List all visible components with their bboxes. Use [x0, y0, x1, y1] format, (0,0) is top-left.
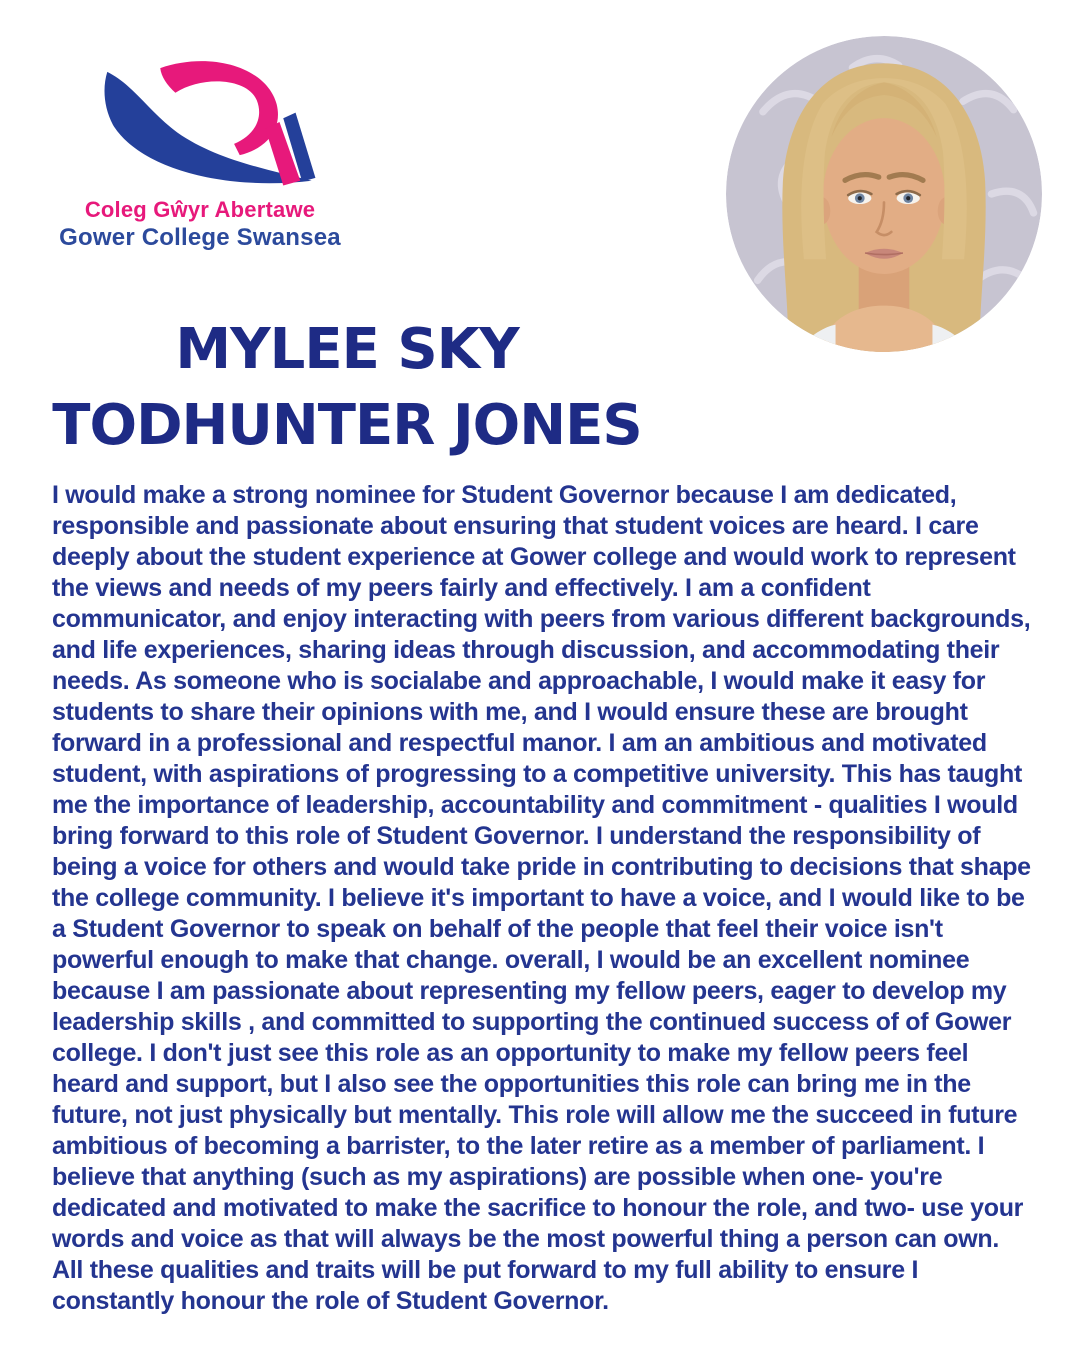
candidate-name-line1: MYLEE SKY	[175, 317, 519, 382]
personal-statement: I would make a strong nominee for Student Governor because I am dedicated, responsible and passionate about ensuring that student voices are heard. I care deeply about the student experience at Gower college and would work to represent the views and needs of my peers fairly and effectively. I am a confident communicator, and enjoy interacting with peers from various different backgrounds, and life experiences, sharing ideas through discussion, and accommodating their needs. As someone who is socialabe and approachable, I would make it easy for students to share their opinions with me, and I would ensure these are brought forward in a professional and respectful manor. I am an ambitious and motivated student, with aspirations of progressing to a competitive university. This has taught me the importance of leadership, accountability and commitment - qualities I would bring forward to this role of Student Governor. I understand the responsibility of being a voice for others and would take pride in contributing to decisions that shape the college community. I believe it's important to have a voice, and I would like to be a Student Governor to speak on behalf of the people that feel their voice isn't powerful enough to make that change. overall, I would be an excellent nominee because I am passionate about representing my fellow peers, eager to develop my leadership skills , and committed to supporting the continued success of of Gower college. I don't just see this role as an opportunity to make my fellow peers feel heard and support, but I also see the opportunities this role can bring me in the future, not just physically but mentally. This role will allow me the succeed in future ambitious of becoming a barrister, to the later retire as a member of parliament. I believe that anything (such as my aspirations) are possible when one- you're dedicated and motivated to make the sacrifice to honour the role, and two- use your words and voice as that will always be the most powerful thing a person can own. All these qualities and traits will be put forward to my full ability to ensure I constantly honour the role of Student Governor.	[52, 481, 1031, 1315]
college-logo-swoosh-icon	[77, 56, 323, 190]
college-name-english: Gower College Swansea	[59, 224, 341, 251]
candidate-name-line2: TODHUNTER JONES	[52, 393, 642, 458]
student-portrait-icon	[726, 36, 1042, 352]
college-name-welsh: Coleg Gŵyr Abertawe	[84, 197, 316, 222]
college-logo	[50, 48, 350, 252]
profile-photo	[726, 36, 1042, 352]
candidate-name	[0, 312, 694, 464]
